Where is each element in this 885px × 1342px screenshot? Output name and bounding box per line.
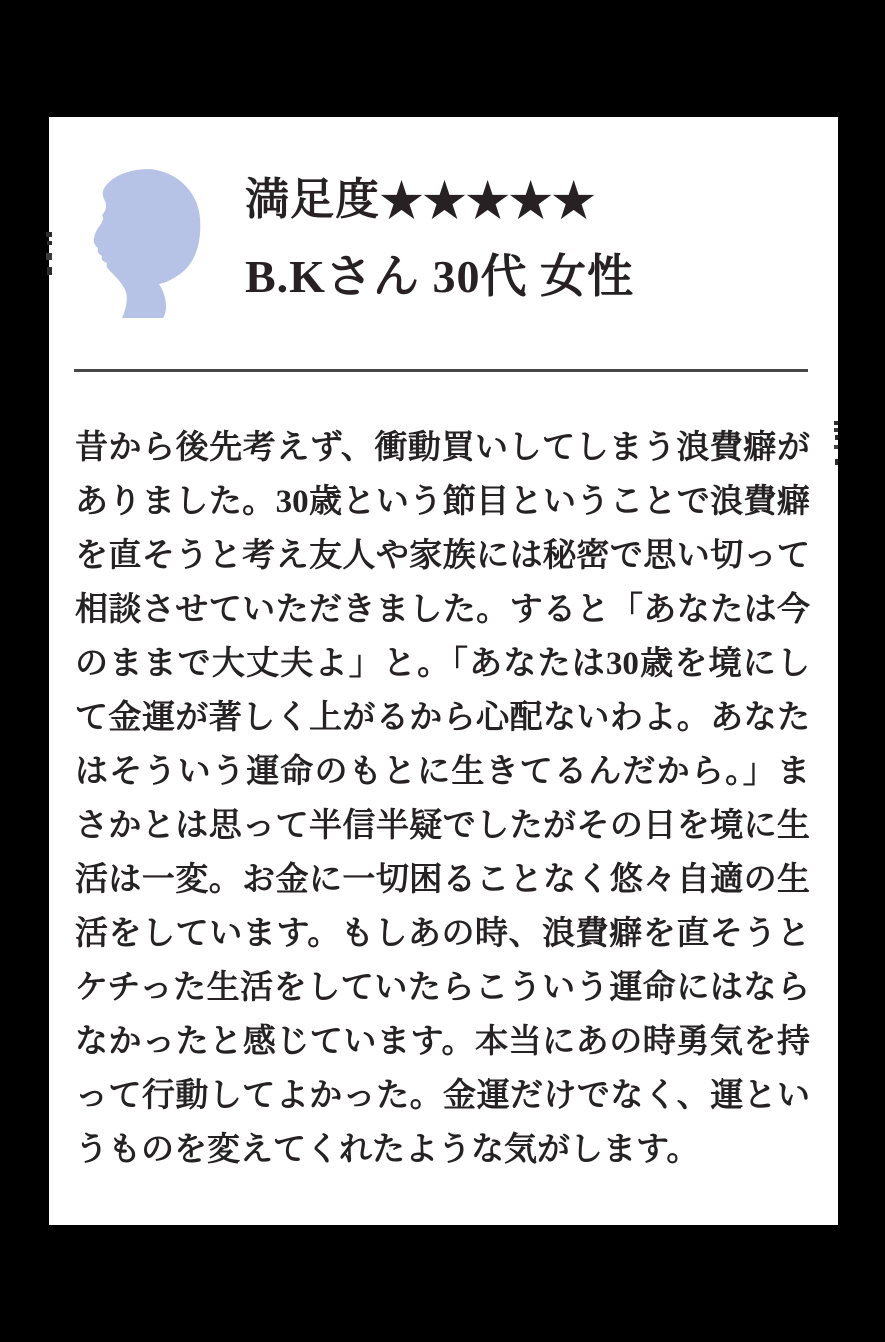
review-line: さかとは思って半信半疑でしたがその日を境に生 (75, 808, 810, 844)
review-line: のままで大丈夫よ」と。「あなたは30歳を境にし (75, 646, 810, 682)
female-profile-silhouette-icon (93, 168, 203, 318)
left-edge-print-artifact (46, 253, 52, 260)
right-edge-print-artifact (835, 459, 838, 465)
review-line: 昔から後先考えず、衝動買いしてしまう浪費癖が (75, 430, 810, 466)
right-edge-print-artifact (834, 428, 838, 432)
review-line: ケチった生活をしていたらこういう運命にはなら (75, 970, 810, 1006)
review-line: って行動してよかった。金運だけでなく、運とい (75, 1078, 810, 1114)
right-edge-print-artifact (835, 435, 838, 440)
right-edge-print-artifact (834, 421, 838, 425)
rating-line (245, 175, 596, 228)
left-edge-print-artifact (47, 241, 52, 245)
review-line: 活は一変。お金に一切困ることなく悠々自適の生 (75, 862, 810, 898)
testimonial-card (49, 117, 838, 1225)
review-line: て金運が著しく上がるから心配ないわよ。あなた (75, 700, 810, 736)
review-line: はそういう運命のもとに生きてるんだから。」ま (75, 754, 810, 790)
review-line: ありました。30歳という節目ということで浪費癖 (75, 484, 810, 520)
avatar-shape (94, 169, 201, 318)
left-edge-print-artifact (47, 267, 52, 275)
review-line: うものを変えてくれたような気がします。 (75, 1132, 700, 1168)
review-line: 相談させていただきました。すると「あなたは今 (75, 592, 810, 628)
review-line: なかったと感じています。本当にあの時勇気を持 (75, 1024, 810, 1060)
star-rating: ★★★★★ (380, 175, 596, 228)
review-text (75, 421, 810, 1177)
review-line: 活をしています。もしあの時、浪費癖を直そうと (75, 916, 810, 952)
right-edge-print-artifact (834, 445, 838, 449)
review-line: を直そうと考え友人や家族には秘密で思い切って (75, 538, 810, 574)
left-edge-print-artifact (46, 232, 52, 237)
divider-line (74, 369, 808, 372)
rating-label: 満足度 (245, 175, 380, 224)
reviewer-name: B.Kさん 30代 女性 (245, 251, 634, 302)
